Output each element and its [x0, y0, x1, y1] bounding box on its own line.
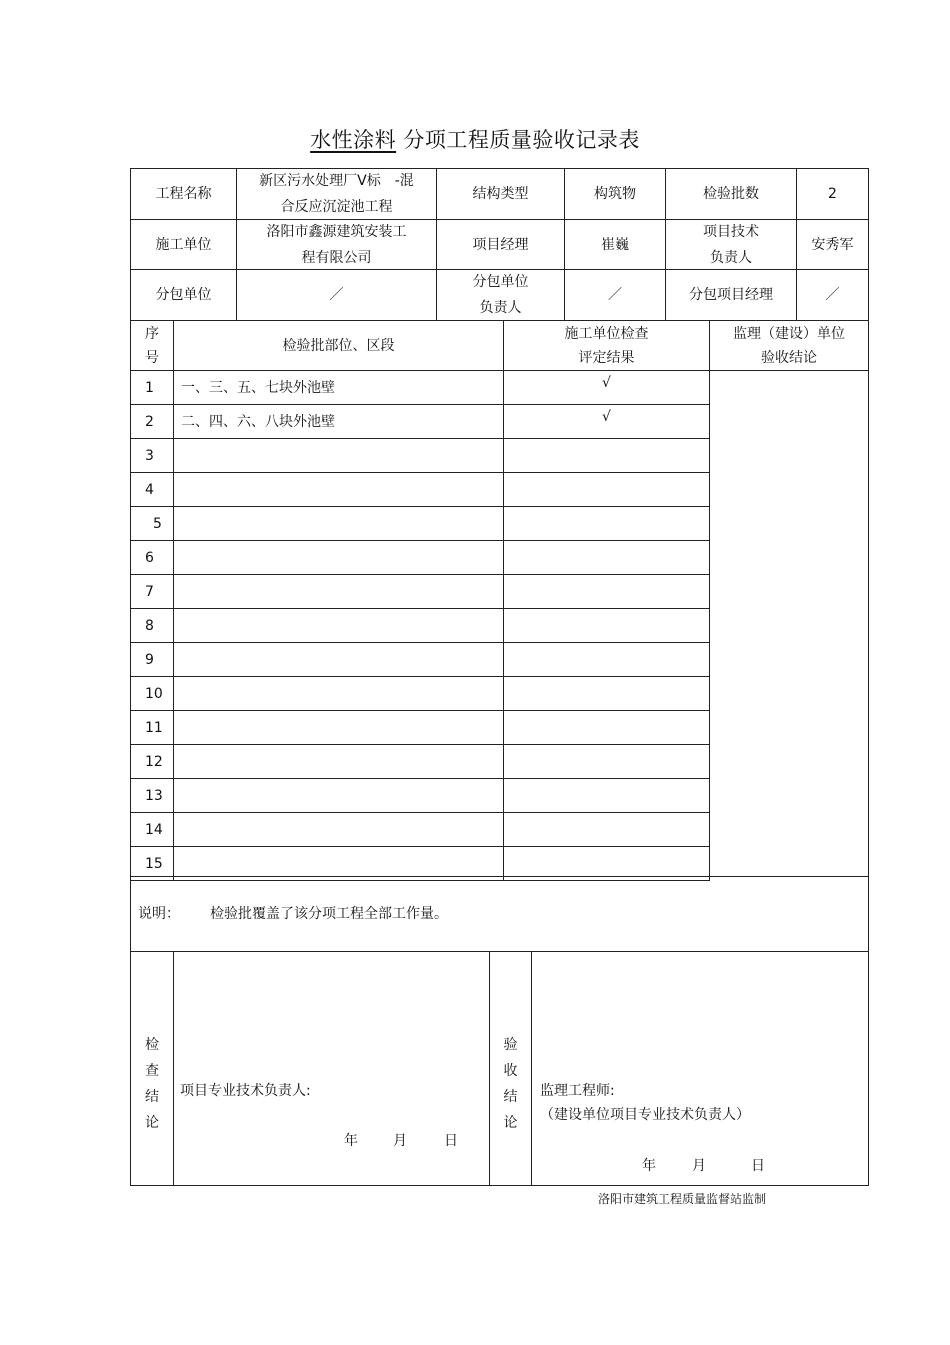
- row-number: 11: [130, 710, 174, 745]
- row-result: [503, 710, 710, 745]
- accept-signer-line1: 监理工程师:: [540, 1083, 615, 1099]
- supervision-header-line1: 监理（建设）单位: [733, 325, 845, 342]
- structure-type-value: 构筑物: [564, 168, 666, 220]
- sub-lead-label-line2: 负责人: [479, 300, 522, 316]
- note-label: 说明：: [138, 906, 180, 922]
- row-location: [173, 812, 504, 847]
- row-number: 3: [130, 438, 174, 473]
- sub-pm-label: 分包项目经理: [665, 269, 797, 321]
- row-location: [173, 744, 504, 779]
- sub-lead-label: [436, 269, 565, 321]
- subcontractor-label: 分包单位: [130, 269, 237, 321]
- check-label-char: 论: [145, 1114, 159, 1131]
- row-number: 15: [130, 846, 174, 881]
- accept-month: 月: [692, 1158, 706, 1174]
- project-manager-value: 崔巍: [564, 219, 666, 270]
- row-number: 5: [130, 506, 174, 541]
- accept-day: 日: [751, 1158, 765, 1174]
- row-result: [503, 812, 710, 847]
- subcontractor-value: ／: [236, 269, 437, 321]
- project-manager-label: 项目经理: [436, 219, 565, 270]
- project-name-label: 工程名称: [130, 168, 237, 220]
- row-location: 一、三、五、七块外池壁: [173, 370, 504, 405]
- row-result: [503, 540, 710, 575]
- check-conclusion-label: [130, 951, 174, 1186]
- note-row: [130, 876, 869, 952]
- result-header: [503, 320, 710, 371]
- row-location: [173, 540, 504, 575]
- sub-lead-value: ／: [564, 269, 666, 321]
- accept-conclusion-label: [489, 951, 532, 1186]
- accept-label-char: 结: [503, 1088, 518, 1105]
- supervision-header: [709, 320, 869, 371]
- row-result: √: [503, 404, 710, 439]
- accept-year: 年: [642, 1158, 656, 1174]
- batch-count-value: 2: [796, 168, 869, 220]
- row-number: 8: [130, 608, 174, 643]
- tech-lead-value: 安秀军: [796, 219, 869, 270]
- batch-count-label: 检验批数: [665, 168, 797, 220]
- row-result: [503, 778, 710, 813]
- check-year: 年: [344, 1133, 358, 1149]
- row-number: 6: [130, 540, 174, 575]
- accept-signer-line2: （建设单位项目专业技术负责人）: [540, 1107, 750, 1123]
- row-result: [503, 608, 710, 643]
- sub-lead-label-line1: 分包单位: [472, 274, 529, 290]
- check-label-char: 检: [145, 1036, 159, 1053]
- location-header: 检验批部位、区段: [173, 320, 504, 371]
- row-location: [173, 608, 504, 643]
- row-number: 13: [130, 778, 174, 813]
- note-text: 检验批覆盖了该分项工程全部工作量。: [210, 906, 448, 922]
- row-result: √: [503, 370, 710, 405]
- tech-lead-label-line1: 项目技术: [703, 223, 759, 240]
- row-number: 12: [130, 744, 174, 779]
- structure-type-label: 结构类型: [436, 168, 565, 220]
- project-name-line2: 合反应沉淀池工程: [280, 199, 393, 215]
- row-result: [503, 472, 710, 507]
- footer-issuer: 洛阳市建筑工程质量监督站监制: [598, 1192, 767, 1206]
- row-result: [503, 574, 710, 609]
- title-rest: 分项工程质量验收记录表: [396, 128, 640, 152]
- check-label-char: 结: [145, 1088, 159, 1105]
- row-number: 10: [130, 676, 174, 711]
- seq-header: [130, 320, 174, 371]
- row-number: 1: [130, 370, 174, 405]
- row-location: [173, 472, 504, 507]
- row-location: 二、四、六、八块外池壁: [173, 404, 504, 439]
- row-result: [503, 676, 710, 711]
- page-title: [0, 124, 950, 154]
- row-result: [503, 744, 710, 779]
- row-result: [503, 506, 710, 541]
- sub-pm-value: ／: [796, 269, 869, 321]
- row-location: [173, 574, 504, 609]
- row-location: [173, 506, 504, 541]
- project-name-line1: 新区污水处理厂Ⅴ标 -混: [259, 173, 414, 189]
- check-signer: 项目专业技术负责人:: [180, 1083, 311, 1099]
- row-location: [173, 642, 504, 677]
- row-number: 7: [130, 574, 174, 609]
- construction-unit-line1: 洛阳市鑫源建筑安装工: [266, 223, 407, 240]
- check-conclusion-body: [173, 951, 490, 1186]
- tech-lead-label-line2: 负责人: [710, 249, 752, 266]
- row-result: [503, 438, 710, 473]
- tech-lead-label: [665, 219, 797, 270]
- check-month: 月: [393, 1133, 407, 1149]
- supervision-conclusion-cell: [709, 370, 869, 877]
- construction-unit-value: [236, 219, 437, 270]
- construction-unit-label: 施工单位: [130, 219, 237, 270]
- check-label-char: 查: [145, 1062, 159, 1079]
- supervision-header-line2: 验收结论: [761, 349, 817, 366]
- row-location: [173, 438, 504, 473]
- row-number: 14: [130, 812, 174, 847]
- row-location: [173, 778, 504, 813]
- result-header-line1: 施工单位检查: [564, 325, 649, 342]
- accept-label-char: 收: [503, 1062, 518, 1079]
- accept-label-char: 验: [503, 1036, 518, 1053]
- accept-conclusion-body: [531, 951, 869, 1186]
- check-day: 日: [444, 1133, 458, 1149]
- seq-header-line1: 序: [145, 325, 159, 342]
- construction-unit-line2: 程有限公司: [301, 249, 372, 266]
- title-item-name: 水性涂料: [310, 128, 397, 152]
- row-number: 9: [130, 642, 174, 677]
- row-location: [173, 710, 504, 745]
- result-header-line2: 评定结果: [578, 349, 635, 366]
- row-number: 4: [130, 472, 174, 507]
- row-location: [173, 676, 504, 711]
- project-name-value: [236, 168, 437, 220]
- row-result: [503, 642, 710, 677]
- row-number: 2: [130, 404, 174, 439]
- seq-header-line2: 号: [145, 349, 159, 366]
- accept-label-char: 论: [503, 1114, 518, 1131]
